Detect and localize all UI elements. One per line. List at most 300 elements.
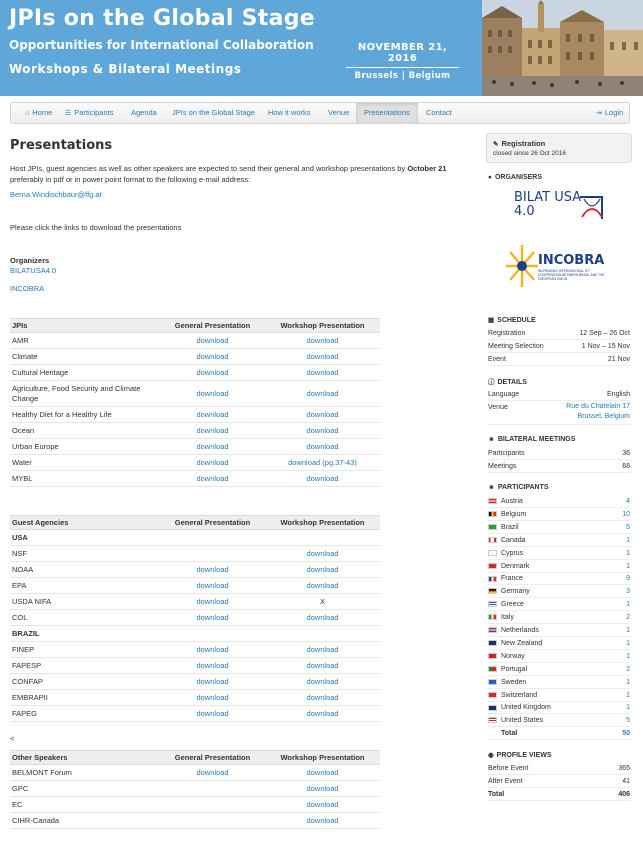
profile-views-row-label: After Event: [488, 778, 523, 785]
workshop-presentation-link[interactable]: download: [306, 389, 339, 398]
presentation-owner: USDA NIFA: [10, 594, 160, 610]
workshop-presentation-link[interactable]: download: [306, 709, 339, 718]
workshop-presentation-cell: [265, 562, 380, 578]
participant-country-row: [488, 650, 630, 663]
general-presentation-cell: [160, 781, 265, 797]
country-flag-icon: [488, 627, 497, 633]
general-presentation-link[interactable]: download: [196, 613, 229, 622]
country-flag-icon: [488, 524, 497, 530]
nav-agenda[interactable]: Agenda: [131, 108, 157, 117]
general-presentation-link[interactable]: download: [196, 389, 229, 398]
site-subtitle: Opportunities for International Collaboration: [9, 38, 314, 52]
table-header-general: General Presentation: [160, 751, 265, 765]
incobra-logo[interactable]: [504, 241, 614, 291]
general-presentation-link[interactable]: download: [196, 768, 229, 777]
country-name: Sweden: [501, 678, 527, 686]
table-row: [10, 813, 380, 829]
profile-views-row-label: Before Event: [488, 765, 529, 772]
bilateral-row: [488, 460, 630, 473]
table-row: [10, 594, 380, 610]
venue-address-line-1: Rue du Chatelain 17: [566, 403, 630, 410]
general-presentation-cell: [160, 594, 265, 610]
general-presentation-cell: [160, 349, 265, 365]
schedule-label: SCHEDULE: [497, 317, 536, 324]
workshop-presentation-cell: [265, 333, 380, 349]
bilateral-row-label: Participants: [488, 450, 525, 457]
country-count: 4: [626, 498, 630, 505]
participant-country-row: [488, 585, 630, 598]
participant-country: [488, 572, 523, 585]
workshop-presentation-link[interactable]: download: [306, 677, 339, 686]
bilateral-heading: [488, 436, 575, 443]
detail-language-value: English: [607, 391, 630, 398]
empty-cell: [265, 626, 380, 642]
nav-home-label: Home: [32, 108, 53, 117]
participant-country-row: [488, 689, 630, 702]
profile-views-total: [488, 788, 630, 801]
workshop-presentation-cell: [265, 578, 380, 594]
presentation-owner: AMR: [10, 333, 160, 349]
organizers-heading: Organizers: [10, 256, 50, 265]
general-presentation-cell: [160, 813, 265, 829]
info-icon: ⓘ: [488, 379, 495, 386]
country-name: New Zealand: [501, 639, 543, 647]
jpis-table: [10, 318, 380, 487]
general-presentation-link[interactable]: download: [196, 458, 229, 467]
general-presentation-link[interactable]: download: [196, 677, 229, 686]
participant-country: [488, 521, 519, 534]
participant-country-row: [488, 547, 630, 560]
profile-views-total-label: Total: [488, 791, 505, 798]
workshop-presentation-cell: [265, 781, 380, 797]
profile-views-row-value: 41: [622, 778, 630, 785]
general-presentation-link[interactable]: download: [196, 645, 229, 654]
workshop-presentation-link[interactable]: download: [306, 336, 339, 345]
nav-participants-label: Participants: [74, 108, 114, 117]
country-count: 1: [626, 562, 630, 570]
bilateral-label: BILATERAL MEETINGS: [497, 436, 576, 443]
participant-country-row: [488, 676, 630, 689]
country-flag-icon: [488, 563, 497, 569]
registration-box: [486, 133, 632, 163]
workshop-presentation-cell: [265, 365, 380, 381]
detail-language-label: Language: [488, 391, 520, 398]
general-presentation-link[interactable]: download: [196, 426, 229, 435]
nav-venue[interactable]: Venue: [328, 108, 350, 117]
workshop-presentation-cell: [265, 423, 380, 439]
intro-part-1: Host JPIs, guest agencies as well as other speakers are expected to send their general and workshop presentations by: [10, 164, 408, 173]
participant-country-row: [488, 572, 630, 585]
table-row: [10, 423, 380, 439]
site-header: [0, 0, 643, 96]
presentation-owner: EC: [10, 797, 160, 813]
country-count: 1: [626, 601, 630, 609]
workshop-presentation-cell: [265, 381, 380, 407]
presentation-owner: Agriculture, Food Security and Climate Change: [10, 381, 160, 407]
table-header-workshop: Workshop Presentation: [265, 751, 380, 765]
participant-country-row: [488, 714, 630, 727]
detail-language: [488, 388, 630, 401]
country-flag-icon: [488, 653, 497, 659]
country-flag-icon: [488, 576, 497, 582]
country-flag-icon: [488, 511, 497, 517]
edit-icon: ✎: [493, 141, 499, 148]
workshop-presentation-cell: [265, 455, 380, 471]
general-presentation-cell: [160, 381, 265, 407]
country-flag-icon: [488, 666, 497, 672]
country-flag-icon: [488, 640, 497, 646]
country-flag-icon: [488, 537, 497, 543]
country-flag-icon: [488, 550, 497, 556]
workshop-presentation-link[interactable]: download: [306, 693, 339, 702]
participant-country: [488, 547, 523, 560]
general-presentation-cell: [160, 333, 265, 349]
general-presentation-cell: [160, 706, 265, 722]
participant-country: [488, 650, 525, 663]
country-name: Greece: [501, 601, 524, 609]
workshop-presentation-cell: [265, 765, 380, 781]
general-presentation-cell: [160, 562, 265, 578]
site-title: JPIs on the Global Stage: [9, 6, 316, 31]
home-icon: ⌂: [25, 110, 30, 117]
contact-email-link[interactable]: Berna.Windischbaur@ffg.at: [10, 190, 102, 199]
country-count: 1: [626, 691, 630, 699]
users-icon: ☻: [488, 436, 495, 443]
participant-country-row: [488, 521, 630, 534]
page-title: Presentations: [10, 138, 113, 153]
participant-country: [488, 701, 551, 714]
general-presentation-link[interactable]: download: [196, 368, 229, 377]
participant-country-row: [488, 624, 630, 637]
general-presentation-cell: [160, 797, 265, 813]
presentation-owner: MYBL: [10, 471, 160, 487]
general-presentation-cell: [160, 674, 265, 690]
workshop-presentation-link[interactable]: download: [306, 784, 339, 793]
schedule-heading: [488, 316, 536, 324]
participant-country-row: [488, 663, 630, 676]
presentation-owner: FAPESP: [10, 658, 160, 674]
table-row: [10, 765, 380, 781]
table-row: [10, 455, 380, 471]
bilateral-row-value: 68: [622, 463, 630, 470]
participant-country: [488, 598, 524, 611]
presentation-owner: FAPEG: [10, 706, 160, 722]
country-name: Netherlands: [501, 627, 539, 634]
presentation-owner: COL: [10, 610, 160, 626]
workshop-presentation-cell: [265, 658, 380, 674]
nav-home[interactable]: [17, 103, 60, 123]
table-header-guests: Guest Agencies: [10, 516, 160, 530]
detail-venue-label: Venue: [488, 404, 508, 411]
participant-country: [488, 689, 537, 702]
workshop-presentation-link[interactable]: download: [306, 645, 339, 654]
country-count: 1: [626, 678, 630, 686]
general-presentation-cell: [160, 610, 265, 626]
users-icon: ☻: [488, 484, 495, 491]
participant-country: [488, 714, 543, 727]
country-name: Belgium: [501, 510, 527, 518]
general-presentation-link[interactable]: download: [196, 581, 229, 590]
organizer-link-bilatusa[interactable]: BILATUSA4.0: [10, 266, 57, 275]
table-row: [10, 381, 380, 407]
workshop-presentation-link[interactable]: download: [306, 426, 339, 435]
general-presentation-link[interactable]: download: [196, 410, 229, 419]
general-presentation-cell: [160, 690, 265, 706]
general-presentation-link[interactable]: download: [196, 442, 229, 451]
general-presentation-link[interactable]: download: [196, 352, 229, 361]
site-subtitle-2: Workshops & Bilateral Meetings: [9, 62, 242, 76]
download-instructions: Please click the links to download the presentations: [10, 223, 182, 232]
workshop-presentation-link[interactable]: download: [306, 800, 339, 809]
presentation-owner: NSF: [10, 546, 160, 562]
workshop-presentation-link[interactable]: download: [306, 661, 339, 670]
country-group-label: BRAZIL: [10, 626, 160, 642]
country-count: 1: [626, 639, 630, 647]
country-flag-icon: [488, 588, 497, 594]
participant-country: [488, 495, 523, 508]
workshop-presentation-cell: [265, 706, 380, 722]
workshop-presentation-link[interactable]: download: [306, 549, 339, 558]
organizer-link-incobra[interactable]: INCOBRA: [10, 284, 45, 293]
general-presentation-cell: [160, 365, 265, 381]
nav-jpis[interactable]: JPIs on the Global Stage: [172, 108, 255, 117]
country-count: 2: [626, 614, 630, 622]
workshop-presentation-link[interactable]: download: [306, 474, 339, 483]
profile-views-total-value: 406: [618, 791, 630, 798]
participant-country-row: [488, 560, 630, 573]
country-flag-icon: [488, 498, 497, 504]
registration-title: [493, 139, 625, 148]
workshop-presentation-link[interactable]: download: [306, 613, 339, 622]
participant-country: [488, 508, 526, 521]
table-header-workshop: Workshop Presentation: [265, 516, 380, 530]
list-icon: ☰: [65, 110, 72, 117]
presentation-owner: Water: [10, 455, 160, 471]
country-name: Denmark: [501, 562, 530, 570]
country-flag-icon: [488, 614, 497, 620]
intro-text: [10, 164, 460, 185]
participant-country-row: [488, 637, 630, 650]
venue-address-link[interactable]: [566, 402, 630, 422]
table-row: [10, 439, 380, 455]
table-row: [10, 471, 380, 487]
country-count: 1: [626, 652, 630, 660]
table-header-general: General Presentation: [160, 516, 265, 530]
country-flag-icon: [488, 705, 497, 711]
organisers-heading: [488, 174, 542, 181]
schedule-row-label: Meeting Selection: [488, 343, 544, 350]
general-presentation-link[interactable]: download: [196, 709, 229, 718]
profile-views-row: [488, 762, 630, 775]
workshop-presentation-link[interactable]: download: [306, 352, 339, 361]
general-presentation-cell: [160, 471, 265, 487]
presentation-owner: GPC: [10, 781, 160, 797]
workshop-presentation-link[interactable]: download: [306, 442, 339, 451]
workshop-presentation-link[interactable]: download: [306, 410, 339, 419]
country-count: 5: [626, 523, 630, 531]
country-flag-icon: [488, 601, 497, 607]
main-nav: [10, 102, 630, 124]
guest-agencies-table: [10, 515, 380, 722]
presentation-owner: Urban Europe: [10, 439, 160, 455]
country-count: 10: [622, 510, 630, 518]
country-name: Norway: [501, 652, 525, 660]
bilateral-row: [488, 447, 630, 460]
bilateral-row-label: Meetings: [488, 463, 517, 470]
participant-country-row: [488, 701, 630, 714]
workshop-presentation-cell: [265, 594, 380, 610]
table-row: [10, 610, 380, 626]
schedule-row: [488, 353, 630, 366]
profile-views-row: [488, 775, 630, 788]
general-presentation-cell: [160, 439, 265, 455]
workshop-presentation-link[interactable]: download (pg.37-43): [288, 458, 357, 467]
workshop-presentation-link[interactable]: download: [306, 581, 339, 590]
presentation-owner: BELMONT Forum: [10, 765, 160, 781]
country-group-label: USA: [10, 530, 160, 546]
presentation-owner: EPA: [10, 578, 160, 594]
schedule-row: [488, 340, 630, 353]
general-presentation-link[interactable]: download: [196, 597, 229, 606]
general-presentation-cell: [160, 407, 265, 423]
workshop-presentation-unavailable: X: [319, 597, 325, 606]
general-presentation-cell: [160, 546, 265, 562]
event-date: NOVEMBER 21, 2016: [346, 42, 459, 68]
workshop-presentation-cell: [265, 642, 380, 658]
organisers-label: ORGANISERS: [494, 174, 542, 181]
participants-total: [488, 727, 630, 740]
country-name: Austria: [501, 498, 523, 505]
bilat-usa-logo-text: BILAT USA 4.0: [514, 190, 582, 219]
table-row: [10, 578, 380, 594]
schedule-row-value: 1 Nov – 15 Nov: [581, 343, 630, 350]
workshop-presentation-cell: [265, 813, 380, 829]
general-presentation-cell: [160, 658, 265, 674]
table-header-others: Other Speakers: [10, 751, 160, 765]
table-row: [10, 562, 380, 578]
participant-country-row: [488, 598, 630, 611]
table-row: [10, 674, 380, 690]
country-name: United States: [501, 717, 544, 725]
table-row: [10, 546, 380, 562]
schedule-row-label: Event: [488, 356, 506, 363]
general-presentation-cell: [160, 578, 265, 594]
participant-country: [488, 676, 526, 689]
general-presentation-cell: [160, 423, 265, 439]
general-presentation-link[interactable]: download: [196, 474, 229, 483]
incobra-logo-text: INCOBRA: [538, 253, 605, 268]
schedule-row: [488, 327, 630, 340]
workshop-presentation-cell: [265, 610, 380, 626]
workshop-presentation-link[interactable]: download: [306, 816, 339, 825]
general-presentation-link[interactable]: download: [196, 565, 229, 574]
table-row: [10, 706, 380, 722]
presentation-owner: CONFAP: [10, 674, 160, 690]
general-presentation-link[interactable]: download: [196, 693, 229, 702]
workshop-presentation-link[interactable]: download: [306, 768, 339, 777]
country-name: Portugal: [501, 665, 528, 673]
other-speakers-table: [10, 750, 380, 829]
workshop-presentation-cell: [265, 546, 380, 562]
nav-login[interactable]: [588, 103, 631, 123]
login-icon: ⇥: [596, 110, 602, 117]
participant-country: [488, 611, 514, 624]
calendar-icon: ▦: [488, 317, 495, 324]
workshop-presentation-cell: [265, 407, 380, 423]
country-count: 1: [626, 627, 630, 634]
sidebar: [486, 133, 632, 798]
country-name: Brazil: [501, 523, 519, 531]
country-count: 1: [626, 704, 630, 712]
detail-venue: [488, 401, 630, 425]
country-flag-icon: [488, 717, 497, 723]
table-row: [10, 349, 380, 365]
country-name: Italy: [501, 614, 514, 622]
intro-deadline: October 21: [407, 164, 447, 173]
empty-cell: [265, 530, 380, 546]
presentation-owner: Climate: [10, 349, 160, 365]
participant-country-row: [488, 611, 630, 624]
country-name: Germany: [501, 588, 530, 596]
general-presentation-link[interactable]: download: [196, 336, 229, 345]
general-presentation-link[interactable]: download: [196, 661, 229, 670]
workshop-presentation-link[interactable]: download: [306, 368, 339, 377]
table-row: [10, 797, 380, 813]
details-label: DETAILS: [497, 379, 527, 386]
venue-address-line-2: Brussel, Belgium: [577, 413, 630, 420]
schedule-row-value: 12 Sep – 26 Oct: [579, 330, 630, 337]
country-name: Canada: [501, 536, 526, 544]
bilat-usa-logo[interactable]: [510, 191, 610, 223]
nav-login-label: Login: [604, 108, 624, 117]
table-group-row: [10, 530, 380, 546]
workshop-presentation-link[interactable]: download: [306, 565, 339, 574]
nav-contact[interactable]: Contact: [426, 108, 452, 117]
incobra-logo-tagline: INCREASING INTERNATIONAL ICT COOPERATION BETWEEN BRAZIL AND THE EUROPEAN UNION: [538, 269, 605, 281]
general-presentation-cell: [160, 642, 265, 658]
table-row: [10, 658, 380, 674]
profile-views-label: PROFILE VIEWS: [496, 752, 552, 759]
workshop-presentation-cell: [265, 690, 380, 706]
country-name: France: [501, 575, 523, 583]
schedule-row-value: 21 Nov: [607, 356, 630, 363]
country-name: United Kingdom: [501, 704, 551, 712]
country-flag-icon: [488, 692, 497, 698]
details-heading: [488, 377, 527, 386]
presentation-owner: FINEP: [10, 642, 160, 658]
country-name: Cyprus: [501, 549, 524, 557]
stray-text: <: [10, 734, 15, 743]
participants-label: PARTICIPANTS: [497, 484, 549, 491]
country-count: 1: [626, 549, 630, 557]
participant-country: [488, 637, 542, 650]
schedule-row-label: Registration: [488, 330, 526, 337]
grand-place-photo: [482, 0, 643, 96]
participants-total-value: 50: [622, 730, 630, 738]
participants-heading: [488, 484, 549, 491]
workshop-presentation-cell: [265, 439, 380, 455]
table-row: [10, 365, 380, 381]
participant-country: [488, 663, 527, 676]
nav-how-it-works[interactable]: How it works: [268, 108, 311, 117]
workshop-presentation-cell: [265, 797, 380, 813]
nav-presentations[interactable]: Presentations: [356, 103, 418, 123]
empty-cell: [160, 530, 265, 546]
participant-country: [488, 624, 539, 637]
nav-participants[interactable]: [57, 103, 121, 123]
table-row: [10, 781, 380, 797]
general-presentation-cell: [160, 765, 265, 781]
